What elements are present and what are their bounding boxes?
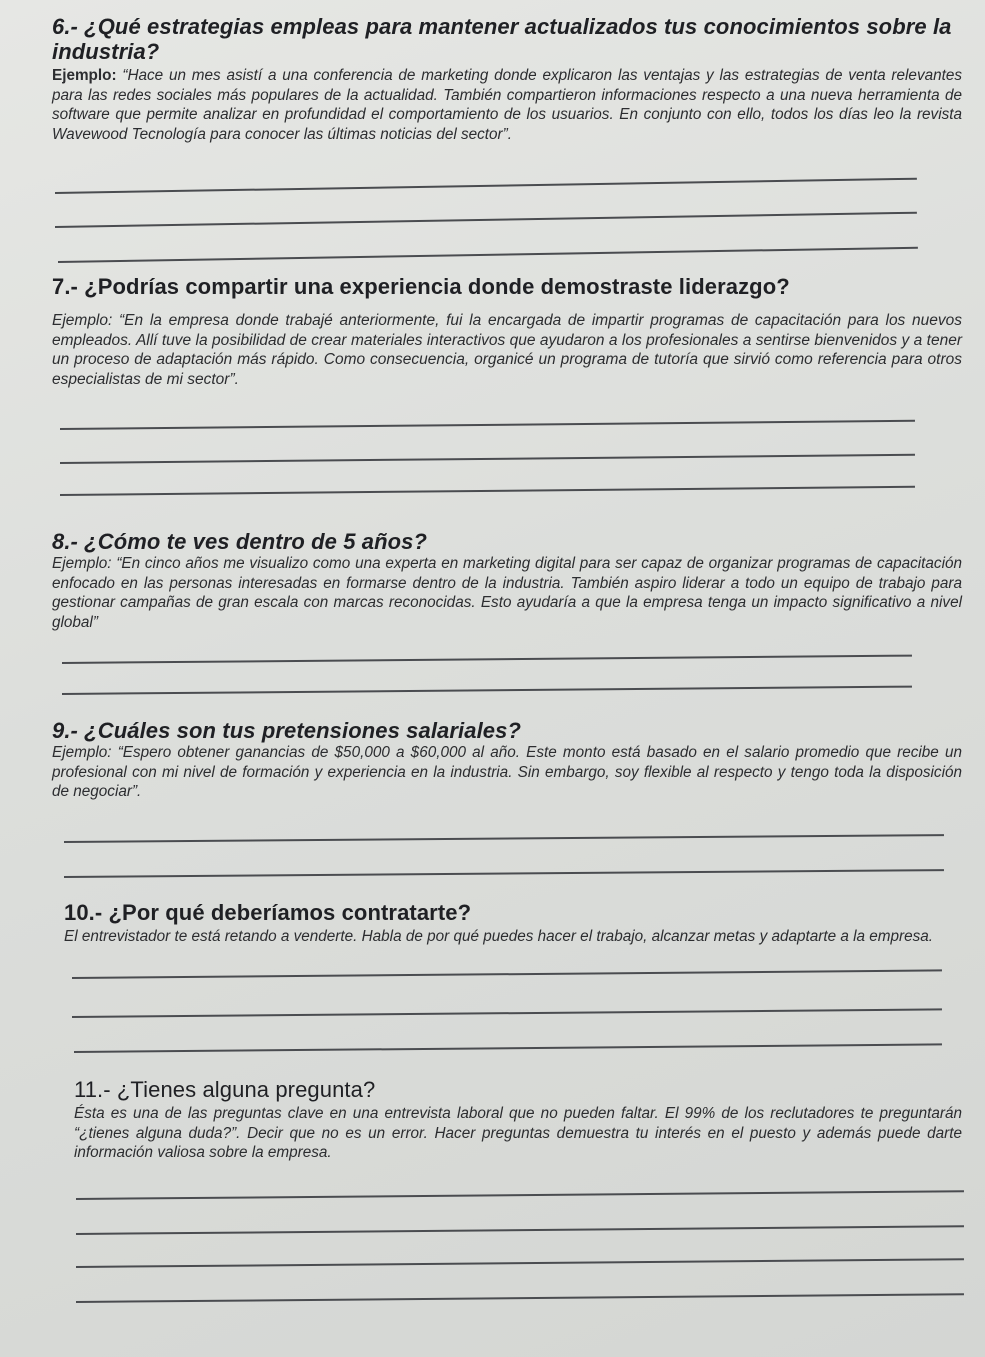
example-label: Ejemplo: [52, 67, 117, 84]
question-8 [52, 529, 962, 632]
question-10-title: 10.- ¿Por qué deberíamos contratarte? [64, 900, 472, 925]
question-9-title: 9.- ¿Cuáles son tus pretensiones salariales? [52, 718, 522, 743]
answer-line[interactable] [64, 869, 944, 878]
example-label: Ejemplo: [52, 312, 113, 329]
question-6 [52, 14, 962, 144]
question-9-example-text: “Espero obtener ganancias de $50,000 a $60,000 al año. Este monto está basado en el salario promedio que recibe un profesional con mi nivel de formación y experiencia en la industria. Sin embargo, soy flexible al respecto y tengo toda la disposición de negociar”. [52, 744, 962, 800]
answer-line[interactable] [58, 247, 918, 263]
answer-line[interactable] [76, 1258, 964, 1267]
answer-line[interactable] [60, 420, 915, 430]
answer-line[interactable] [60, 486, 915, 496]
answer-line[interactable] [76, 1190, 964, 1199]
question-6-example [52, 66, 962, 144]
example-label: Ejemplo: [52, 555, 112, 572]
answer-line[interactable] [62, 655, 912, 664]
example-label: Ejemplo: [52, 744, 112, 761]
answer-line[interactable] [60, 454, 915, 464]
answer-line[interactable] [74, 1043, 942, 1052]
question-7-example [52, 311, 962, 389]
answer-line[interactable] [62, 686, 912, 695]
question-8-example [52, 554, 962, 632]
answer-line[interactable] [64, 834, 944, 843]
question-7 [52, 274, 962, 389]
question-11-title: 11.- ¿Tienes alguna pregunta? [74, 1077, 376, 1102]
answer-line[interactable] [55, 212, 917, 228]
question-8-title: 8.- ¿Cómo te ves dentro de 5 años? [52, 529, 428, 554]
question-8-example-text: “En cinco años me visualizo como una experta en marketing digital para ser capaz de organizar programas de capacitación enfocado en las personas interesadas en formarse dentro de la industria. También aspiro liderar a todo un equipo de trabajo para gestionar campañas de gran escala con marcas reconocidas. Esto ayudaría a que la empresa tenga un impacto significativo a nivel global” [52, 555, 962, 631]
question-11-text: Ésta es una de las preguntas clave en una entrevista laboral que no pueden faltar. El 99% de los reclutadores te preguntarán “¿tienes alguna duda?”. Decir que no es un error. Hacer preguntas demuestra tu interés en el puesto y además puede darte información valiosa sobre la empresa. [74, 1105, 962, 1161]
answer-line[interactable] [76, 1225, 964, 1234]
question-7-example-text: “En la empresa donde trabajé anteriormente, fui la encargada de impartir programas de capacitación para los nuevos empleados. Allí tuve la posibilidad de crear materiales interactivos que ayudaron a los profesionales a sentirse bienvenidos y a tener un proceso de adaptación más rápido. Como consecuencia, organicé un programa de tutoría que sirvió como referencia para otros especialistas de mi sector”. [52, 312, 962, 388]
answer-line[interactable] [72, 969, 942, 978]
answer-line[interactable] [55, 178, 917, 194]
question-6-example-text: “Hace un mes asistí a una conferencia de marketing donde explicaron las ventajas y las estrategias de venta relevantes para las redes sociales más populares de la actualidad. También compartieron informaciones respecto a una nueva herramienta de software que permite analizar en profundidad el comportamiento de los usuarios. En conjunto con ello, todos los días leo la revista Wavewood Tecnología para conocer las últimas noticias del sector”. [52, 67, 963, 143]
answer-line[interactable] [72, 1008, 942, 1017]
question-11 [74, 1077, 962, 1163]
question-9-example [52, 743, 962, 802]
question-10-text: El entrevistador te está retando a venderte. Habla de por qué puedes hacer el trabajo, alcanzar metas y adaptarte a la empresa. [64, 928, 934, 945]
question-9 [52, 718, 962, 802]
question-6-title: 6.- ¿Qué estrategias empleas para mantener actualizados tus conocimientos sobre la industria? [52, 14, 952, 64]
question-10 [64, 900, 944, 947]
question-7-title: 7.- ¿Podrías compartir una experiencia donde demostraste liderazgo? [52, 274, 790, 299]
answer-line[interactable] [76, 1293, 964, 1302]
